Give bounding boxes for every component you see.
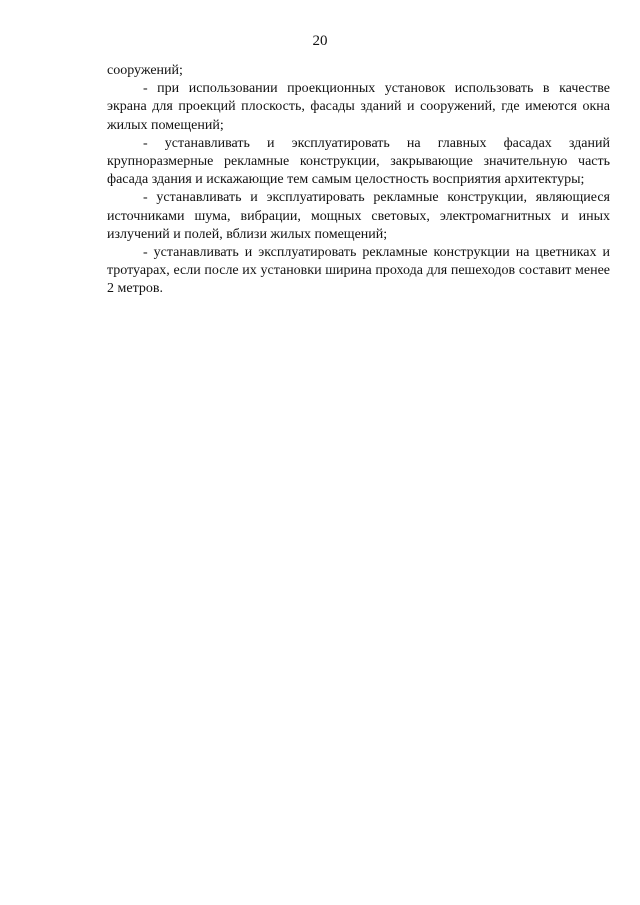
- paragraph-continuation: сооружений;: [107, 63, 183, 78]
- document-body: [107, 62, 610, 299]
- paragraph-large-facade-structures: - устанавливать и эксплуатировать на главных фасадах зданий крупноразмерные рекламные конструкции, закрывающие значительную часть фасада здания и искажающие тем самым целостность восприятия архитектуры;: [107, 135, 610, 188]
- paragraph-noise-emission-structures: - устанавливать и эксплуатировать рекламные конструкции, являющиеся источниками шума, вибрации, мощных световых, электромагнитных и иных излучений и полей, вблизи жилых помещений;: [107, 190, 610, 242]
- page-number: 20: [312, 33, 328, 49]
- paragraph-projection-screens: - при использовании проекционных установок использовать в качестве экрана для проекций плоскость, фасады зданий и сооружений, где имеются окна жилых помещений;: [107, 81, 610, 133]
- paragraph-sidewalk-structures: - устанавливать и эксплуатировать рекламные конструкции на цветниках и тротуарах, если после их установки ширина прохода для пешеходов составит менее 2 метров.: [107, 245, 610, 297]
